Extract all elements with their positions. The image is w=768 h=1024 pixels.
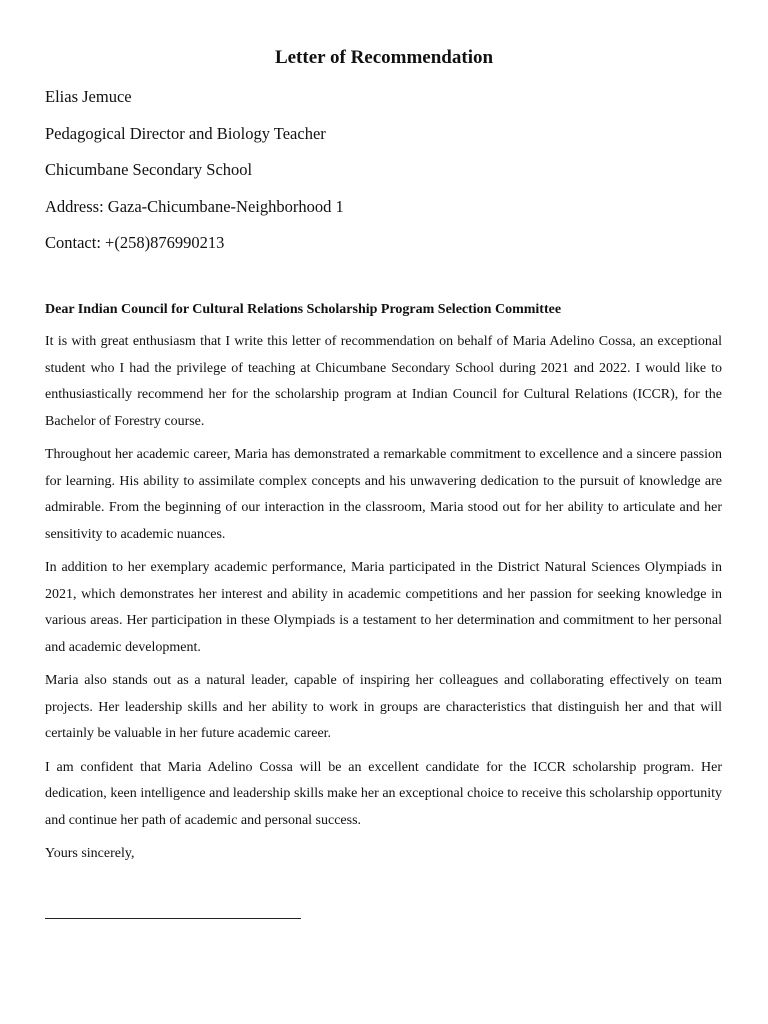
closing: Yours sincerely, (45, 846, 135, 861)
salutation: Dear Indian Council for Cultural Relations Scholarship Program Selection Committee (45, 302, 562, 317)
sender-school: Chicumbane Secondary School (45, 160, 253, 179)
body-paragraph-1: It is with great enthusiasm that I write this letter of recommendation on behalf of Maria Adelino Cossa, an exceptional student who I had the privilege of teaching at Chicumbane Secondary School during 2021 and 2022. I would like to enthusiastically recommend her for the scholarship program at Indian Council for Cultural Relations (ICCR), for the Bachelor of Forestry course. (45, 334, 722, 429)
body-paragraph-4: Maria also stands out as a natural leader, capable of inspiring her colleagues and collaborating effectively on team projects. Her leadership skills and her ability to work in groups are characteristics that distinguish her and that will certainly be valuable in her future academic career. (45, 673, 722, 741)
body-paragraph-2: Throughout her academic career, Maria has demonstrated a remarkable commitment to excellence and a sincere passion for learning. His ability to assimilate complex concepts and his unwavering dedication to the pursuit of knowledge are admirable. From the beginning of our interaction in the classroom, Maria stood out for her ability to articulate and her sensitivity to academic nuances. (45, 447, 722, 542)
body-paragraph-5: I am confident that Maria Adelino Cossa will be an excellent candidate for the ICCR scholarship program. Her dedication, keen intelligence and leadership skills make her an exceptional choice to receive this scholarship opportunity and continue her path of academic and personal success. (45, 759, 722, 828)
signature-line (45, 918, 301, 919)
letter-body (45, 329, 722, 868)
body-paragraph-3: In addition to her exemplary academic performance, Maria participated in the District Natural Sciences Olympiads in 2021, which demonstrates her interest and ability in academic competitions and her passion for seeking knowledge in various areas. Her participation in these Olympiads is a testament to her determination and commitment to her personal and academic development. (45, 560, 722, 655)
sender-name: Elias Jemuce (45, 87, 132, 106)
sender-info (45, 86, 725, 269)
sender-contact: Contact: +(258)876990213 (45, 233, 225, 252)
sender-address: Address: Gaza-Chicumbane-Neighborhood 1 (45, 196, 344, 216)
page-title: Letter of Recommendation (274, 47, 494, 68)
sender-position: Pedagogical Director and Biology Teacher (45, 123, 326, 143)
